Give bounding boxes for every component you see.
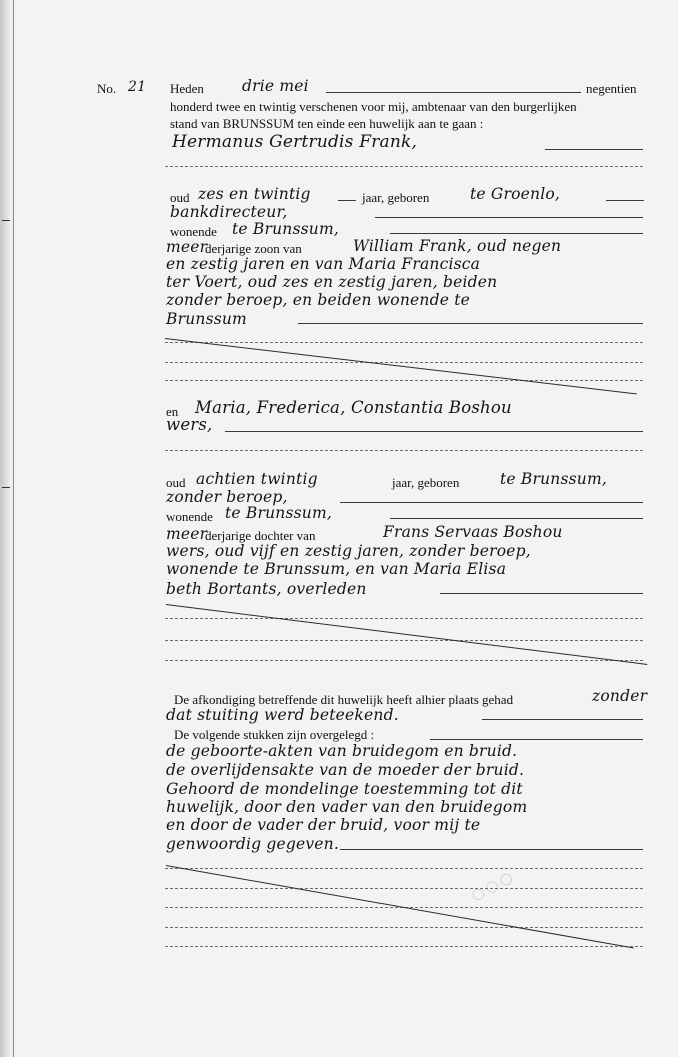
blank-ruled-line — [165, 868, 643, 869]
fill-line — [375, 217, 643, 218]
documents-line-2: de overlijdensakte van de moeder der bruid. — [166, 761, 525, 779]
bride-name-line-1: Maria, Frederica, Constantia Boshou — [195, 398, 512, 417]
blank-ruled-line — [165, 362, 643, 363]
binding-fold-line — [13, 0, 14, 1057]
fill-line — [430, 739, 643, 740]
bride-parents-line-1: Frans Servaas Boshou — [383, 523, 563, 541]
bride-meer-handwritten: meer — [166, 525, 208, 543]
bride-parents-line-4: beth Bortants, overleden — [166, 580, 367, 598]
blank-ruled-line — [165, 660, 643, 661]
blank-ruled-line — [165, 380, 643, 381]
groom-age: zes en twintig — [198, 185, 311, 203]
documents-line-6: genwoordig gegeven. — [166, 835, 339, 853]
bride-oud-label: oud — [166, 475, 186, 490]
proclamation-text: De afkondiging betreffende dit huwelijk heeft alhier plaats gehad — [174, 692, 514, 707]
proclamation-handwritten-2: dat stuiting werd beteekend. — [166, 706, 399, 724]
groom-residence: te Brunssum, — [232, 220, 340, 238]
blank-ruled-line — [165, 618, 643, 619]
blank-ruled-line — [165, 450, 643, 451]
fill-line — [390, 518, 643, 519]
margin-mark — [2, 487, 10, 488]
blank-ruled-line — [165, 640, 643, 641]
blank-ruled-line — [165, 888, 643, 889]
documents-line-4: huwelijk, door den vader van den bruidegom — [166, 798, 528, 816]
blank-ruled-line — [165, 927, 643, 928]
documents-line-3: Gehoord de mondelinge toestemming tot dit — [166, 780, 523, 798]
groom-occupation: bankdirecteur, — [170, 203, 288, 221]
bride-parents-line-2: wers, oud vijf en zestig jaren, zonder beroep, — [166, 542, 531, 560]
void-strike-line — [166, 604, 647, 665]
bride-name-line-2: wers, — [166, 415, 213, 434]
fill-line — [225, 431, 643, 432]
blank-ruled-line — [165, 342, 643, 343]
proclamation-handwritten-1: zonder — [592, 687, 648, 705]
groom-meer-handwritten: meer — [166, 238, 208, 256]
fill-line — [338, 200, 356, 201]
year-word-negentien: negentien — [586, 81, 637, 96]
documents-label: De volgende stukken zijn overgelegd : — [174, 727, 375, 742]
fill-line — [482, 719, 643, 720]
groom-wonende-label: wonende — [170, 224, 217, 239]
bride-en-label: en — [166, 404, 179, 419]
groom-derjarige-label: derjarige zoon van — [205, 241, 302, 256]
record-number-value: 21 — [128, 79, 147, 95]
void-strike-line — [165, 338, 637, 395]
groom-parents-line-4: zonder beroep, en beiden wonende te — [166, 291, 470, 309]
fill-line — [340, 849, 643, 850]
fill-line — [390, 233, 643, 234]
bride-derjarige-label: derjarige dochter van — [205, 528, 316, 543]
bride-jaar-geboren-label: jaar, geboren — [392, 475, 460, 490]
margin-mark — [2, 220, 10, 221]
bride-age: achtien twintig — [196, 470, 318, 488]
documents-line-5: en door de vader der bruid, voor mij te — [166, 816, 481, 834]
fill-line — [326, 92, 581, 93]
blank-ruled-line — [165, 166, 643, 167]
groom-parents-line-1: William Frank, oud negen — [353, 237, 562, 255]
groom-name: Hermanus Gertrudis Frank, — [172, 132, 418, 152]
groom-parents-line-2: en zestig jaren en van Maria Francisca — [166, 255, 481, 273]
record-line-3: stand van BRUNSSUM ten einde een huwelijk aan te gaan : — [170, 116, 484, 131]
record-line-2: honderd twee en twintig verschenen voor mij, ambtenaar van den burgerlijken — [170, 99, 577, 114]
documents-line-1: de geboorte-akten van bruidegom en bruid. — [166, 742, 518, 760]
bride-wonende-label: wonende — [166, 509, 213, 524]
groom-parents-line-3: ter Voert, oud zes en zestig jaren, beiden — [166, 273, 498, 291]
date-handwritten: drie mei — [242, 77, 309, 95]
bride-birthplace: te Brunssum, — [500, 470, 608, 488]
record-number-label: No. — [97, 81, 117, 96]
bride-occupation: zonder beroep, — [166, 488, 288, 506]
bride-parents-line-3: wonende te Brunssum, en van Maria Elisa — [166, 560, 507, 578]
bleed-through-stamp: ◯ ◯ ◯ — [469, 870, 515, 903]
groom-parents-line-5: Brunssum — [166, 310, 247, 328]
groom-oud-label: oud — [170, 190, 190, 205]
heden-label: Heden — [170, 81, 204, 96]
fill-line — [606, 200, 644, 201]
bride-residence: te Brunssum, — [225, 504, 333, 522]
fill-line — [298, 323, 643, 324]
blank-ruled-line — [165, 946, 643, 947]
fill-line — [340, 502, 643, 503]
fill-line — [440, 593, 643, 594]
groom-jaar-geboren-label: jaar, geboren — [362, 190, 430, 205]
fill-line — [545, 149, 643, 150]
groom-birthplace: te Groenlo, — [470, 185, 561, 203]
